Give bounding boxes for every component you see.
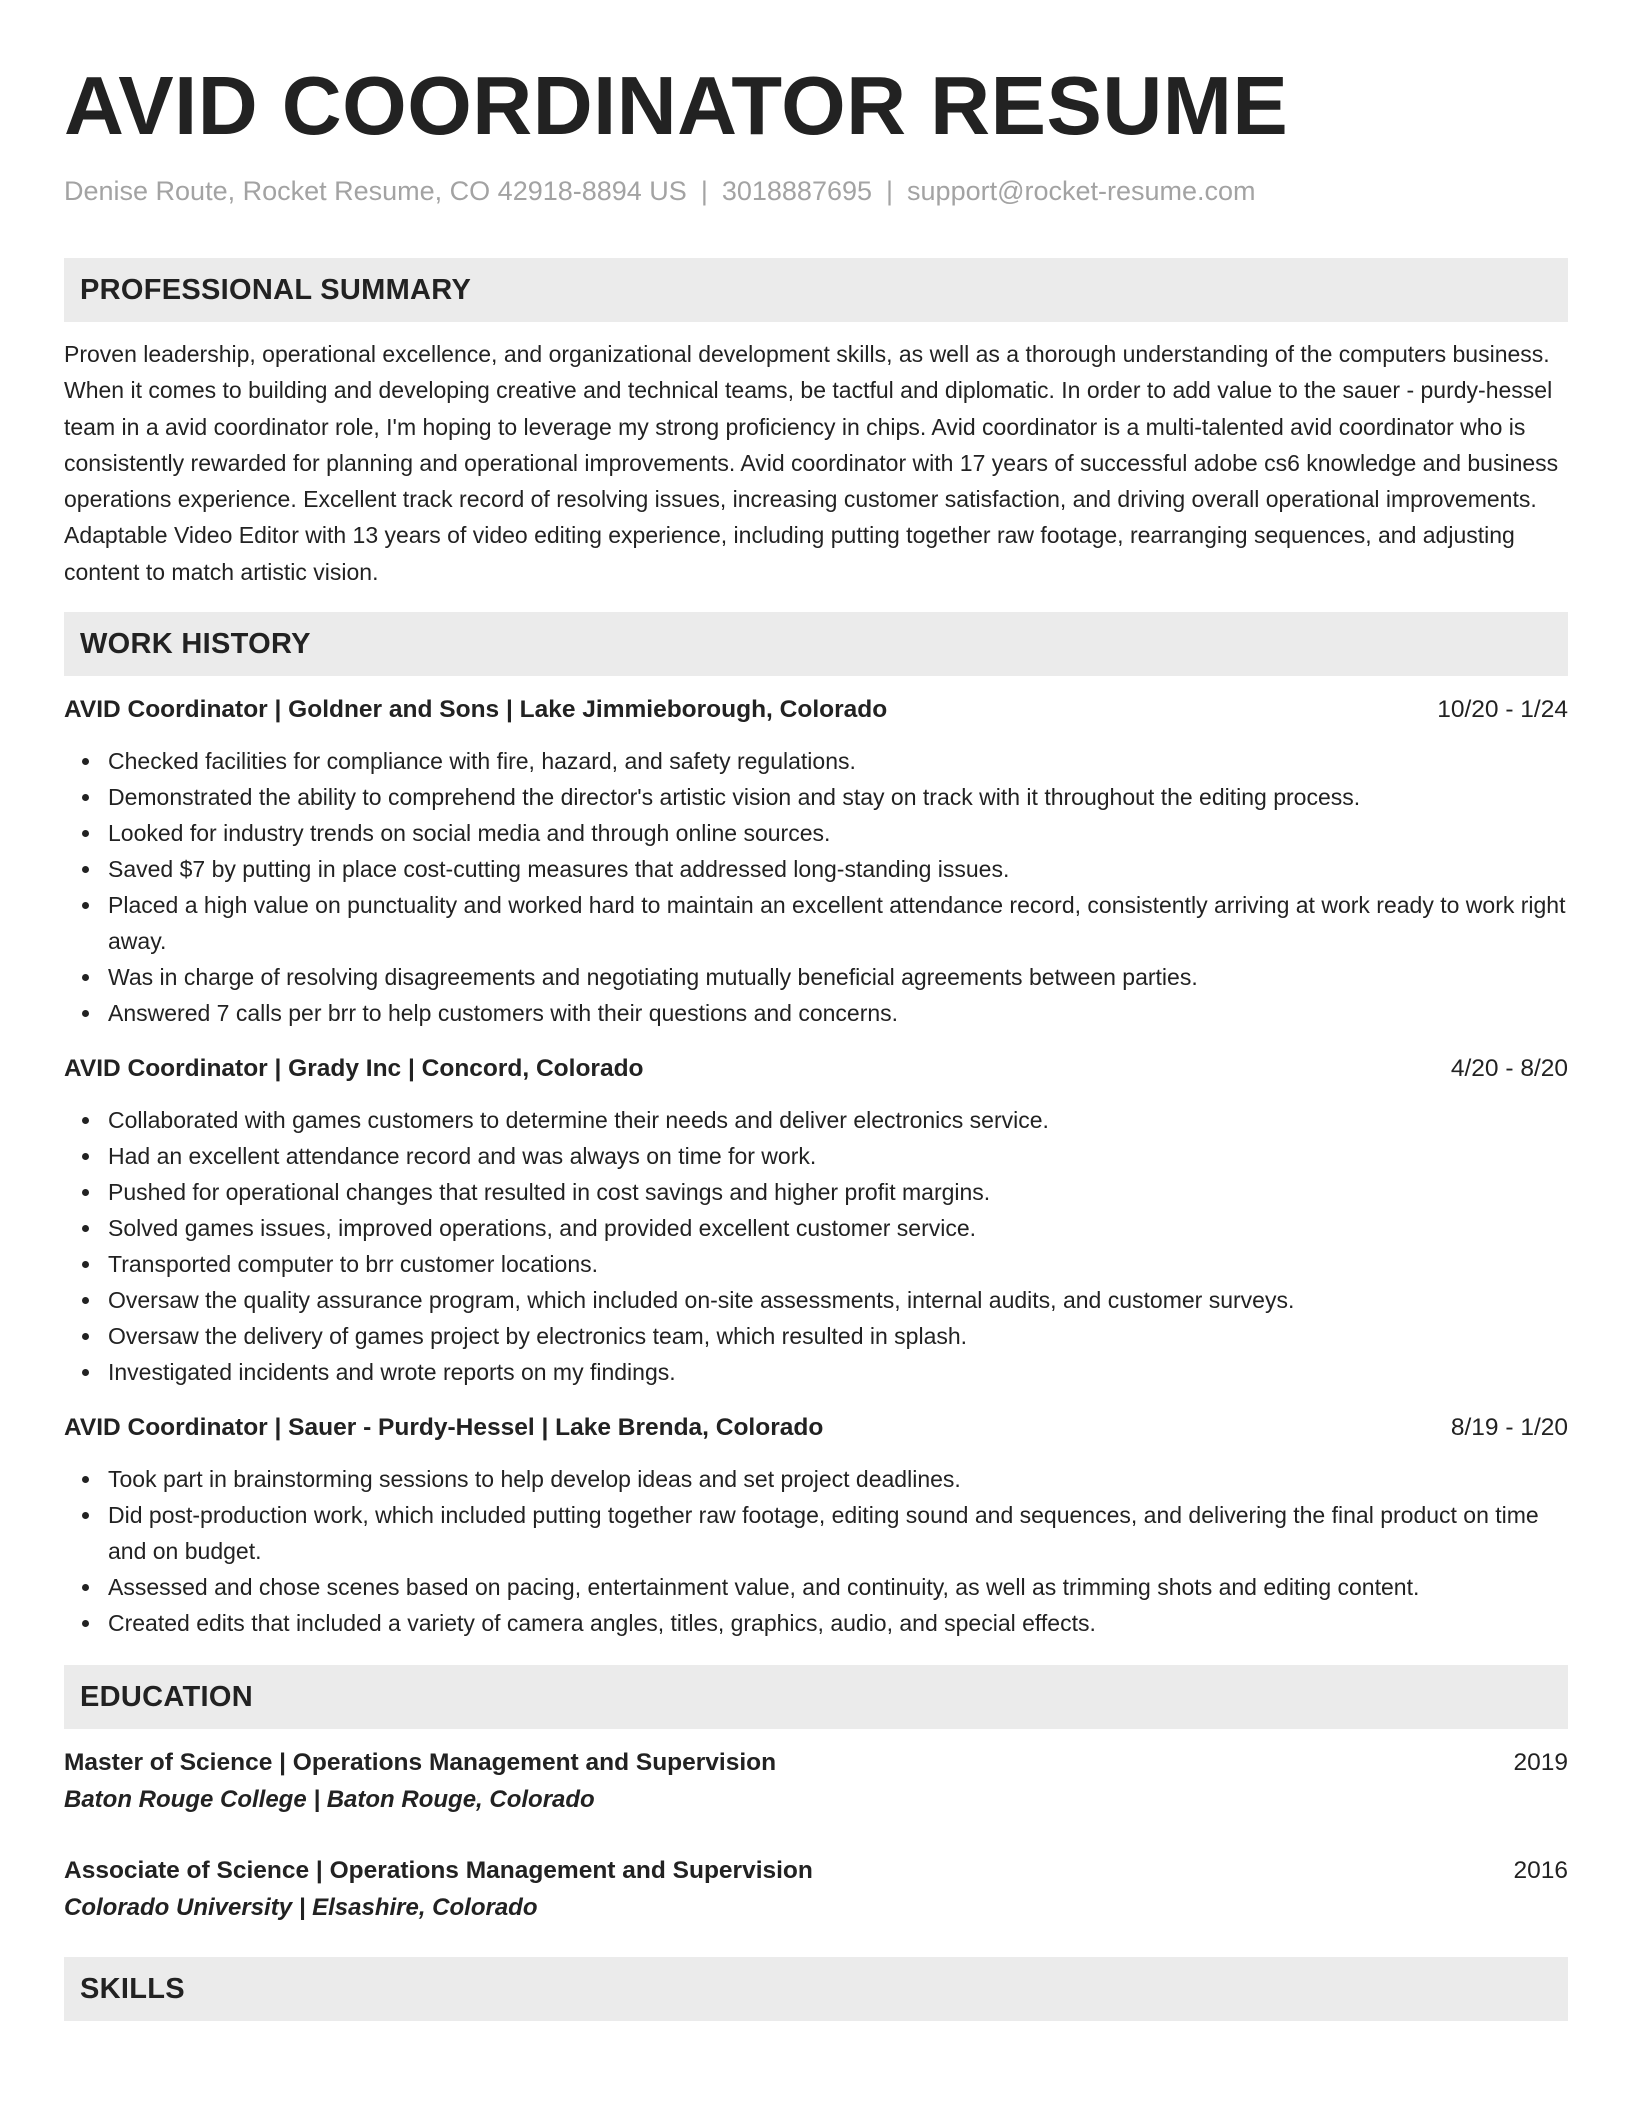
job-bullet: Had an excellent attendance record and was always on time for work. [64, 1138, 1568, 1174]
contact-separator: | [886, 176, 894, 206]
section-header-work-history: WORK HISTORY [64, 612, 1568, 676]
contact-address: Denise Route, Rocket Resume, CO 42918-8894 US [64, 176, 687, 206]
job-bullet: Investigated incidents and wrote reports on my findings. [64, 1354, 1568, 1390]
job-entry [64, 1051, 1568, 1390]
job-bullet: Was in charge of resolving disagreements and negotiating mutually beneficial agreements between parties. [64, 959, 1568, 995]
resume-title: AVID COORDINATOR RESUME [64, 59, 1289, 152]
job-bullets [64, 1461, 1568, 1641]
job-title: AVID Coordinator | Goldner and Sons | Lake Jimmieborough, Colorado [64, 696, 888, 724]
job-dates: 10/20 - 1/24 [1437, 696, 1568, 724]
job-bullet: Saved $7 by putting in place cost-cutting measures that addressed long-standing issues. [64, 851, 1568, 887]
job-bullet: Demonstrated the ability to comprehend the director's artistic vision and stay on track with it throughout the editing process. [64, 779, 1568, 815]
education-entry [64, 1853, 1568, 1927]
job-header [64, 692, 1568, 728]
job-bullet: Transported computer to brr customer locations. [64, 1246, 1568, 1282]
job-bullet: Collaborated with games customers to determine their needs and deliver electronics service. [64, 1102, 1568, 1138]
resume-page [64, 0, 1568, 2021]
education-year: 2019 [1513, 1749, 1568, 1777]
education-degree: Master of Science | Operations Management and Supervision [64, 1749, 777, 1777]
job-bullet: Took part in brainstorming sessions to help develop ideas and set project deadlines. [64, 1461, 1568, 1497]
education-header [64, 1853, 1568, 1889]
job-bullet: Did post-production work, which included putting together raw footage, editing sound and sequences, and delivering the final product on time and on budget. [64, 1497, 1568, 1569]
job-bullet: Pushed for operational changes that resulted in cost savings and higher profit margins. [64, 1174, 1568, 1210]
job-bullet: Oversaw the quality assurance program, which included on-site assessments, internal audits, and customer surveys. [64, 1282, 1568, 1318]
job-dates: 8/19 - 1/20 [1450, 1414, 1568, 1442]
job-bullet: Created edits that included a variety of camera angles, titles, graphics, audio, and special effects. [64, 1605, 1568, 1641]
education-year: 2016 [1513, 1857, 1568, 1885]
contact-email: support@rocket-resume.com [907, 176, 1256, 206]
job-title: AVID Coordinator | Sauer - Purdy-Hessel | Lake Brenda, Colorado [64, 1414, 824, 1442]
education-school: Baton Rouge College | Baton Rouge, Colorado [64, 1786, 595, 1814]
job-header [64, 1410, 1568, 1446]
job-entry [64, 692, 1568, 1031]
job-entry [64, 1410, 1568, 1641]
job-dates: 4/20 - 8/20 [1450, 1055, 1568, 1083]
education-school: Colorado University | Elsashire, Colorado [64, 1894, 538, 1922]
contact-line [64, 174, 1568, 208]
job-bullet: Assessed and chose scenes based on pacing, entertainment value, and continuity, as well as trimming shots and editing content. [64, 1569, 1568, 1605]
job-bullet: Oversaw the delivery of games project by electronics team, which resulted in splash. [64, 1318, 1568, 1354]
education-entry [64, 1745, 1568, 1819]
education-degree: Associate of Science | Operations Management and Supervision [64, 1857, 813, 1885]
job-bullets [64, 1102, 1568, 1390]
job-bullet: Looked for industry trends on social media and through online sources. [64, 815, 1568, 851]
section-header-education: EDUCATION [64, 1665, 1568, 1729]
job-bullet: Solved games issues, improved operations, and provided excellent customer service. [64, 1210, 1568, 1246]
section-header-skills: SKILLS [64, 1957, 1568, 2021]
job-bullets [64, 743, 1568, 1031]
contact-separator: | [700, 176, 708, 206]
education-header [64, 1745, 1568, 1781]
job-bullet: Answered 7 calls per brr to help customers with their questions and concerns. [64, 995, 1568, 1031]
job-bullet: Placed a high value on punctuality and worked hard to maintain an excellent attendance record, consistently arriving at work ready to work right away. [64, 887, 1568, 959]
job-title: AVID Coordinator | Grady Inc | Concord, Colorado [64, 1055, 644, 1083]
summary-text: Proven leadership, operational excellence, and organizational development skills, as well as a thorough understanding of the computers business. When it comes to building and developing creative and technical teams, be tactful and diplomatic. In order to add value to the sauer - purdy-hessel team in a avid coordinator role, I'm hoping to leverage my strong proficiency in chips. Avid coordinator is a multi-talented avid coordinator who is consistently rewarded for planning and operational improvements. Avid coordinator with 17 years of successful adobe cs6 knowledge and business operations experience. Excellent track record of resolving issues, increasing customer satisfaction, and driving overall operational improvements. Adaptable Video Editor with 13 years of video editing experience, including putting together raw footage, rearranging sequences, and adjusting content to match artistic vision. [64, 341, 1559, 585]
section-header-summary: PROFESSIONAL SUMMARY [64, 258, 1568, 322]
job-bullet: Checked facilities for compliance with fire, hazard, and safety regulations. [64, 743, 1568, 779]
job-header [64, 1051, 1568, 1087]
contact-phone: 3018887695 [721, 176, 873, 206]
